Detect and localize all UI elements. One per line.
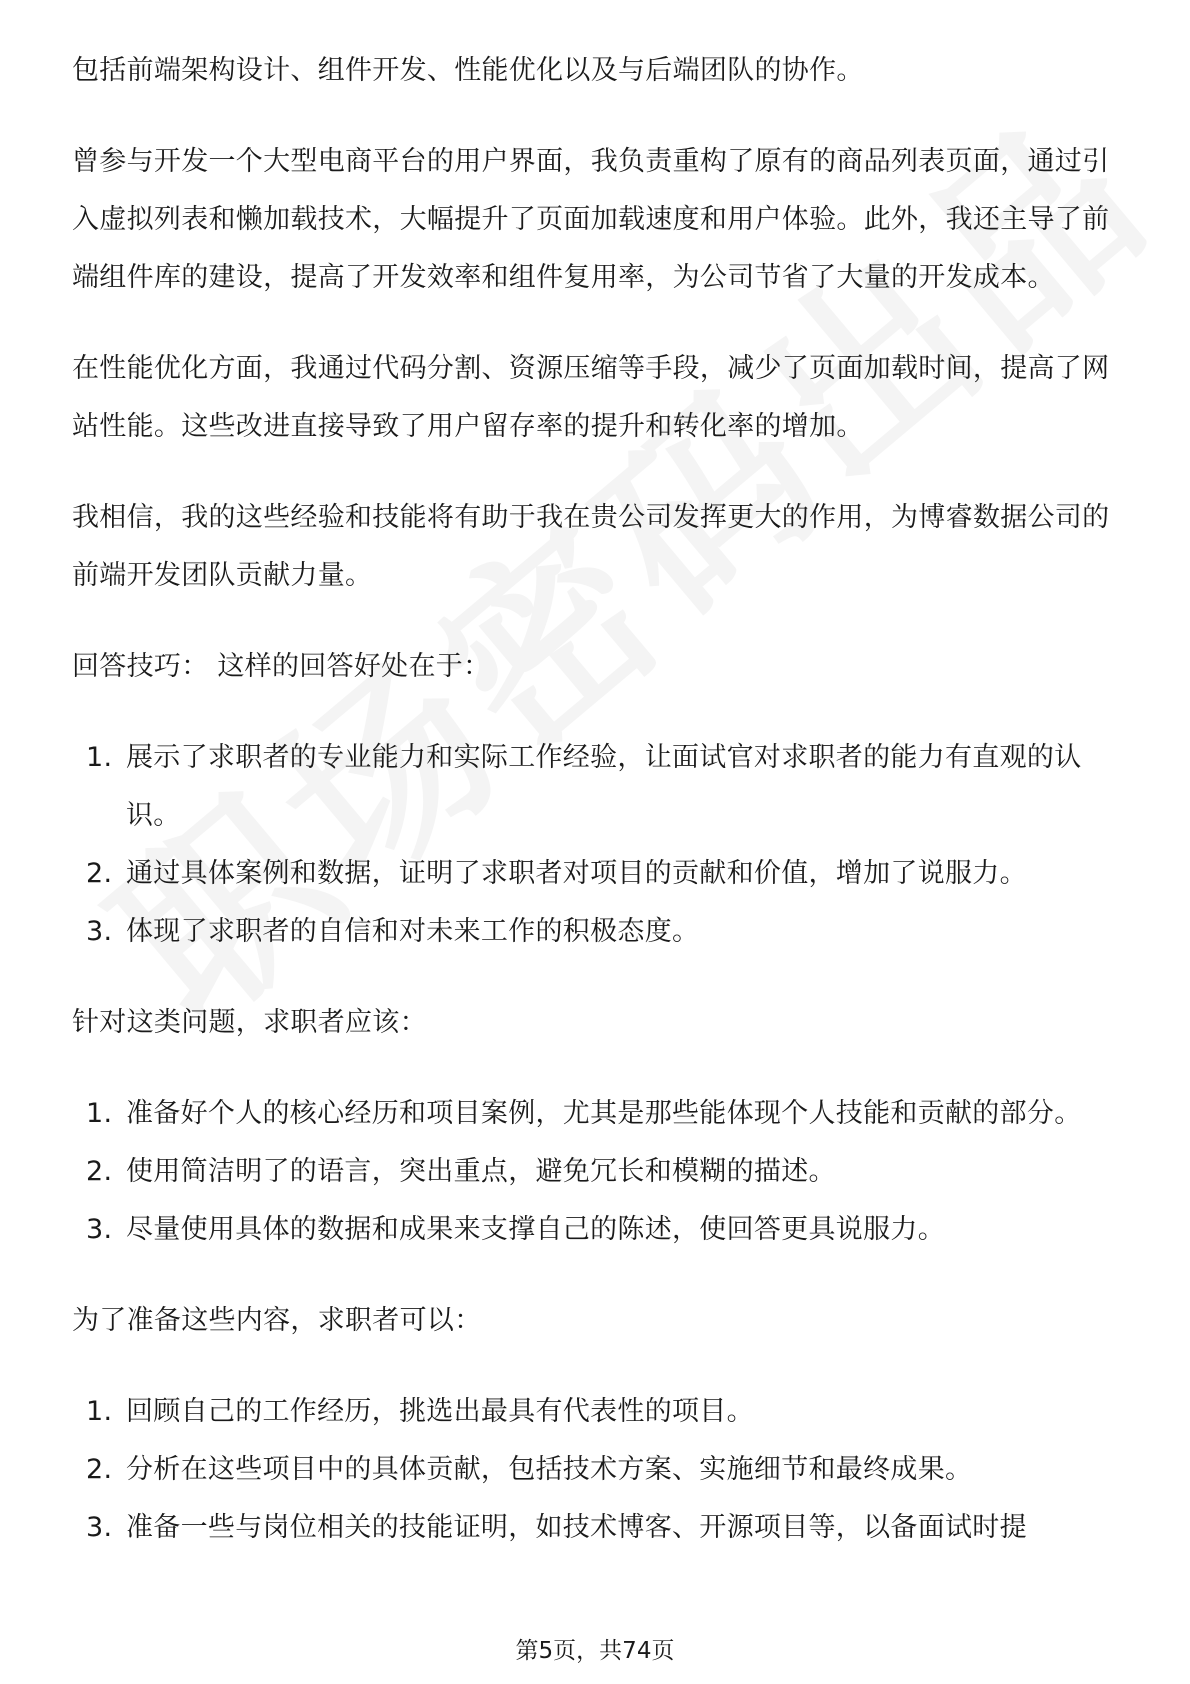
list-item	[72, 1499, 1122, 1557]
prepare-list	[72, 1383, 1122, 1557]
paragraph-3: 在性能优化方面，我通过代码分割、资源压缩等手段，减少了页面加载时间，提高了网站性能。这些改进直接导致了用户留存率的提升和转化率的增加。	[72, 353, 1110, 442]
should-heading: 针对这类问题，求职者应该：	[72, 1007, 427, 1038]
list-number: 2.	[86, 1156, 113, 1187]
prepare-heading: 为了准备这些内容，求职者可以：	[72, 1305, 482, 1336]
tips-list	[72, 729, 1122, 961]
list-number: 1.	[86, 1396, 113, 1427]
list-item-text: 分析在这些项目中的具体贡献，包括技术方案、实施细节和最终成果。	[126, 1454, 973, 1485]
paragraph-1: 包括前端架构设计、组件开发、性能优化以及与后端团队的协作。	[72, 55, 864, 86]
tips-heading: 回答技巧： 这样的回答好处在于：	[72, 651, 491, 682]
list-number: 1.	[86, 742, 113, 773]
list-number: 3.	[86, 1214, 113, 1245]
list-item	[72, 1085, 1122, 1143]
list-item	[72, 845, 1122, 903]
list-item	[72, 1383, 1122, 1441]
list-item-text: 尽量使用具体的数据和成果来支撑自己的陈述，使回答更具说服力。	[126, 1214, 945, 1245]
list-number: 2.	[86, 1454, 113, 1485]
list-item	[72, 729, 1122, 845]
paragraph-2: 曾参与开发一个大型电商平台的用户界面，我负责重构了原有的商品列表页面，通过引入虚拟列表和懒加载技术，大幅提升了页面加载速度和用户体验。此外，我还主导了前端组件库的建设，提高了开发效率和组件复用率，为公司节省了大量的开发成本。	[72, 146, 1110, 293]
list-item	[72, 903, 1122, 961]
list-item-text: 体现了求职者的自信和对未来工作的积极态度。	[126, 916, 700, 947]
list-number: 3.	[86, 1512, 113, 1543]
list-item-text: 展示了求职者的专业能力和实际工作经验，让面试官对求职者的能力有直观的认识。	[126, 742, 1082, 831]
paragraph-4: 我相信，我的这些经验和技能将有助于我在贵公司发挥更大的作用，为博睿数据公司的前端开发团队贡献力量。	[72, 502, 1110, 591]
page-number: 第5页，共74页	[515, 1638, 675, 1664]
should-list	[72, 1085, 1122, 1259]
list-item	[72, 1201, 1122, 1259]
list-item-text: 准备好个人的核心经历和项目案例，尤其是那些能体现个人技能和贡献的部分。	[126, 1098, 1082, 1129]
list-item	[72, 1441, 1122, 1499]
list-item-text: 通过具体案例和数据，证明了求职者对项目的贡献和价值，增加了说服力。	[126, 858, 1027, 889]
list-item-text: 使用简洁明了的语言，突出重点，避免冗长和模糊的描述。	[126, 1156, 836, 1187]
list-number: 1.	[86, 1098, 113, 1129]
list-number: 2.	[86, 858, 113, 889]
list-item-text: 准备一些与岗位相关的技能证明，如技术博客、开源项目等，以备面试时提	[126, 1512, 1027, 1543]
document-body	[72, 42, 1122, 1590]
list-number: 3.	[86, 916, 113, 947]
list-item-text: 回顾自己的工作经历，挑选出最具有代表性的项目。	[126, 1396, 754, 1427]
list-item	[72, 1143, 1122, 1201]
